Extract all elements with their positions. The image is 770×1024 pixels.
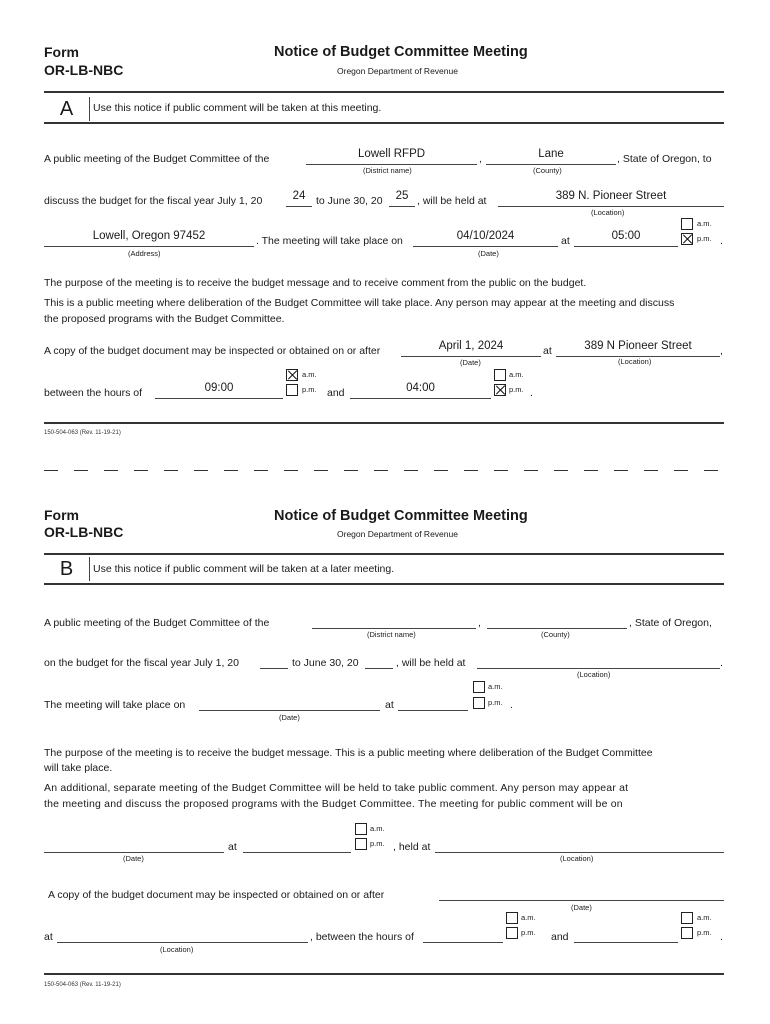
period: . [530,387,533,399]
end-pm-checkbox[interactable] [681,927,693,939]
county-caption: (County) [541,630,570,639]
held-at-text: , will be held at [417,195,487,207]
pm-label: p.m. [302,385,317,394]
at-text: at [228,841,237,853]
held-at-text: , held at [393,841,431,853]
pm-label: p.m. [488,698,503,707]
at-text: at [385,699,394,711]
divider [44,583,724,585]
fiscal-year-mid: to June 30, 20 [316,195,383,207]
comma: , [479,153,482,165]
dash [404,470,418,471]
instruction: Use this notice if public comment will be taken at this meeting. [93,102,382,114]
district-line-prefix: A public meeting of the Budget Committee of the [44,153,270,165]
section-letter: B [44,557,90,581]
year-end-field[interactable] [365,668,393,669]
pm-checkbox[interactable] [473,697,485,709]
comma: , [478,617,481,629]
comma: , [720,345,723,357]
copy-location-field[interactable] [57,942,308,943]
pm-label: p.m. [509,385,524,394]
divider [44,122,724,124]
pm-label: p.m. [521,928,536,937]
location-caption: (Location) [591,208,625,217]
divider [44,422,724,424]
end-pm-checkbox[interactable] [494,384,506,396]
state-suffix: , State of Oregon, to [617,153,712,165]
separate-meeting-text: the meeting and discuss the proposed programs with the Budget Committee. The meeting for public comment will be on [44,798,623,810]
section-letter: A [44,97,90,121]
hour-end-field[interactable]: 04:00 [406,382,435,394]
am-label: a.m. [697,913,712,922]
meeting-on-text: . The meeting will take place on [256,235,403,247]
department: Oregon Department of Revenue [337,529,458,539]
year-start-field[interactable]: 24 [292,190,306,202]
am-label: a.m. [697,219,712,228]
divider [44,973,724,975]
copy-prefix: A copy of the budget document may be inspected or obtained on or after [48,889,385,901]
dash [74,470,88,471]
dash [554,470,568,471]
state-suffix: , State of Oregon, [629,617,712,629]
am-label: a.m. [509,370,524,379]
copy-date-field[interactable] [439,900,724,901]
at-text: at [561,235,570,247]
purpose-text: will take place. [44,762,113,774]
date-field[interactable]: 04/10/2024 [456,230,515,242]
dash [254,470,268,471]
dash [644,470,658,471]
comment-date-field[interactable] [44,852,224,853]
dash [464,470,478,471]
divider [44,91,724,93]
copy-date-caption: (Date) [460,358,481,367]
dash [674,470,688,471]
comment-pm-checkbox[interactable] [355,838,367,850]
time-field[interactable]: 05:00 [611,230,641,242]
address-caption: (Address) [128,249,161,258]
district-field[interactable]: Lowell RFPD [357,148,426,160]
purpose-text: The purpose of the meeting is to receive the budget message and to receive comment from the public on the budget. [44,277,587,289]
location-field-line [498,206,724,207]
date-caption: (Date) [279,713,300,722]
copy-date-field[interactable]: April 1, 2024 [438,340,504,352]
dash [284,470,298,471]
at-text: at [543,345,552,357]
and-text: and [327,387,345,399]
instruction: Use this notice if public comment will be taken at a later meeting. [93,563,395,575]
county-field[interactable]: Lane [538,148,564,160]
am-checkbox[interactable] [473,681,485,693]
location-field[interactable] [477,668,720,669]
form-label: Form [44,44,79,60]
copy-prefix: A copy of the budget document may be inspected or obtained on or after [44,345,381,357]
pm-label: p.m. [697,928,712,937]
location-caption: (Location) [560,854,594,863]
dash [374,470,388,471]
dash [134,470,148,471]
date-field-line [413,246,558,247]
dash [704,470,718,471]
start-am-checkbox[interactable] [506,912,518,924]
dash [344,470,358,471]
district-field-line [306,164,477,165]
comment-am-checkbox[interactable] [355,823,367,835]
dash [614,470,628,471]
am-label: a.m. [488,682,503,691]
dash [314,470,328,471]
hour-start-field[interactable] [423,942,503,943]
district-line-prefix: A public meeting of the Budget Committee of the [44,617,270,629]
district-field[interactable] [312,628,476,629]
hour-start-field[interactable]: 09:00 [204,382,234,394]
dash [104,470,118,471]
dash [44,470,58,471]
hour-start-line [155,398,283,399]
comment-location-field[interactable] [435,852,724,853]
dash [164,470,178,471]
copy-location-field[interactable]: 389 N Pioneer Street [584,340,692,352]
am-checkbox[interactable] [681,218,693,230]
dash [224,470,238,471]
copy-location-caption: (Location) [618,357,652,366]
end-am-checkbox[interactable] [494,369,506,381]
am-label: a.m. [302,370,317,379]
between-hours-text: between the hours of [44,387,143,399]
public-meeting-text: This is a public meeting where deliberation of the Budget Committee will take place. Any person may appear at the meeting and discuss [44,297,675,309]
period: . [510,699,513,711]
year-start-line [286,206,312,207]
pm-label: p.m. [370,839,385,848]
dash [194,470,208,471]
am-label: a.m. [370,824,385,833]
at-text: at [44,931,53,943]
date-field[interactable] [199,710,380,711]
held-at-text: , will be held at [396,657,466,669]
address-field-line [44,246,254,247]
pm-checkbox[interactable] [681,233,693,245]
period: . [720,931,723,943]
copy-date-caption: (Date) [571,903,592,912]
end-am-checkbox[interactable] [681,912,693,924]
date-caption: (Date) [478,249,499,258]
county-field[interactable] [487,628,627,629]
time-field-line [574,246,678,247]
copy-date-line [401,356,541,357]
county-caption: (County) [533,166,562,175]
start-am-checkbox[interactable] [286,369,298,381]
purpose-text: The purpose of the meeting is to receive the budget message. This is a public meeting where deliberation of the Budget Committee [44,747,653,759]
fiscal-year-mid: to June 30, 20 [292,657,359,669]
form-id: OR-LB-NBC [44,524,124,540]
hour-end-line [350,398,491,399]
period: . [720,657,723,669]
address-field[interactable]: Lowell, Oregon 97452 [92,230,206,242]
pm-label: p.m. [697,234,712,243]
county-field-line [486,164,616,165]
separate-meeting-text: An additional, separate meeting of the Budget Committee will be held to take public comment. Any person may appear at [44,782,629,794]
year-start-field[interactable] [260,668,288,669]
form-label: Form [44,507,79,523]
district-caption: (District name) [367,630,416,639]
fiscal-year-prefix: on the budget for the fiscal year July 1, 20 [44,657,239,669]
time-field[interactable] [398,710,468,711]
between-hours-text: , between the hours of [310,931,414,943]
year-end-line [389,206,415,207]
period: . [720,235,723,247]
hour-end-field[interactable] [574,942,678,943]
revision-code: 150-504-063 (Rev. 11-19-21) [44,982,121,988]
date-caption: (Date) [123,854,144,863]
divider [44,553,724,555]
start-pm-checkbox[interactable] [506,927,518,939]
district-caption: (District name) [363,166,412,175]
location-field[interactable]: 389 N. Pioneer Street [555,190,667,202]
location-caption: (Location) [577,670,611,679]
public-meeting-text: the proposed programs with the Budget Committee. [44,313,285,325]
comment-time-field[interactable] [243,852,351,853]
department: Oregon Department of Revenue [337,66,458,76]
form-title: Notice of Budget Committee Meeting [274,508,528,524]
am-label: a.m. [521,913,536,922]
dash [434,470,448,471]
dash [584,470,598,471]
year-end-field[interactable]: 25 [395,190,409,202]
dash [524,470,538,471]
revision-code: 150-504-063 (Rev. 11-19-21) [44,430,121,436]
form-id: OR-LB-NBC [44,62,124,78]
dash [494,470,508,471]
and-text: and [551,931,569,943]
meeting-on-text: The meeting will take place on [44,699,186,711]
location-caption: (Location) [160,945,194,954]
form-title: Notice of Budget Committee Meeting [274,44,528,60]
fiscal-year-prefix: discuss the budget for the fiscal year July 1, 20 [44,195,263,207]
start-pm-checkbox[interactable] [286,384,298,396]
